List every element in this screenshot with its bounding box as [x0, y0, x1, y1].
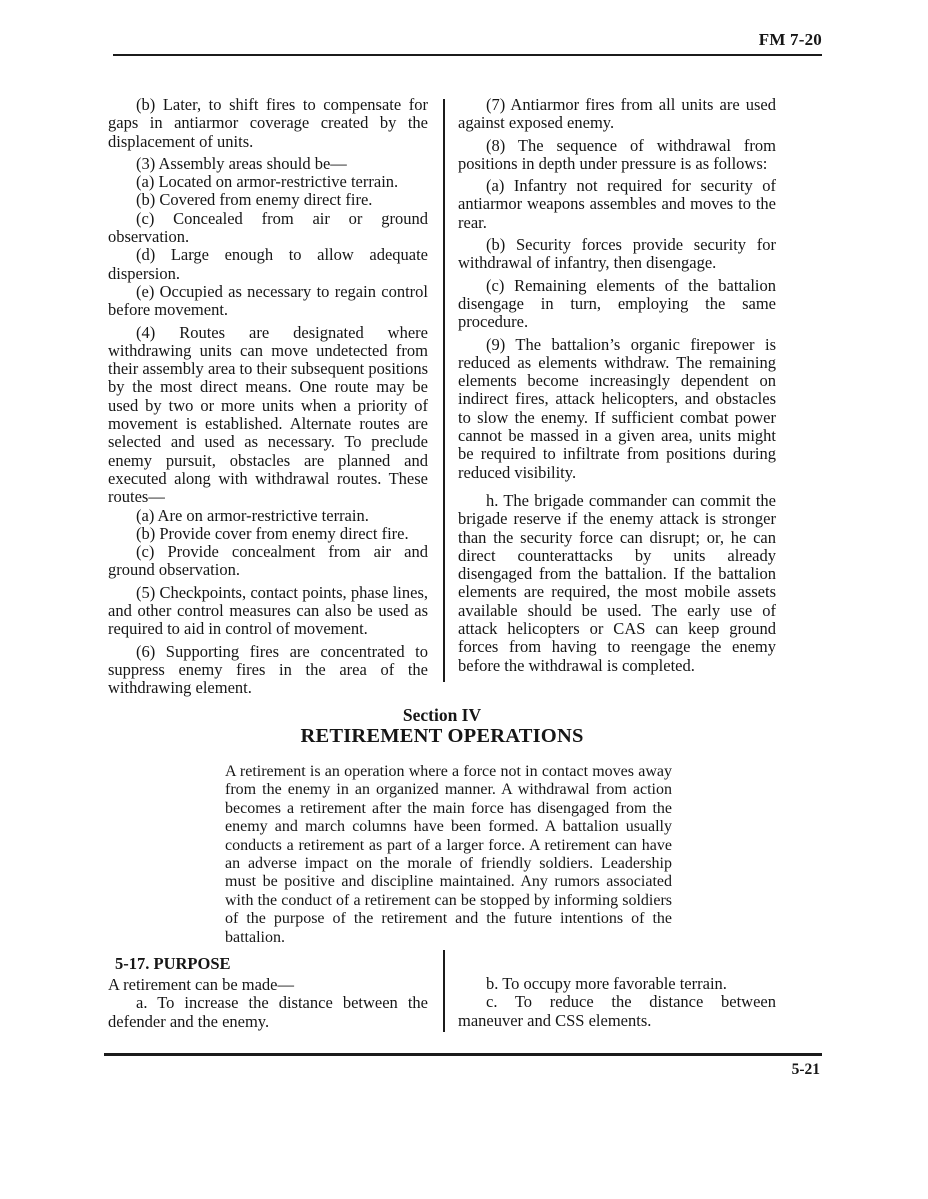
- right-column: [458, 96, 776, 698]
- body-paragraph: (b) Later, to shift fires to compensate for gaps in antiarmor coverage created by the displacement of units.: [108, 95, 428, 151]
- body-paragraph: (a) Located on armor-restrictive terrain.: [136, 172, 399, 192]
- two-column-body: [108, 96, 776, 698]
- purpose-heading: 5-17. PURPOSE: [115, 954, 231, 973]
- body-paragraph: (c) Concealed from air or ground observation.: [108, 208, 428, 247]
- section-kicker: Section IV: [402, 705, 482, 725]
- body-paragraph: (b) Provide cover from enemy direct fire.: [136, 523, 409, 543]
- body-paragraph: (5) Checkpoints, contact points, phase lines, and other control measures can also be used as required to aid in control of movement.: [108, 582, 428, 639]
- left-column: [108, 96, 428, 698]
- body-paragraph: (a) Are on armor-restrictive terrain.: [136, 505, 369, 525]
- footer-rule: [104, 1053, 822, 1056]
- body-paragraph: (6) Supporting fires are concentrated to suppress enemy fires in the area of the withdrawing element.: [108, 641, 428, 698]
- body-paragraph: (3) Assembly areas should be—: [136, 153, 347, 173]
- section-intro-paragraph: A retirement is an operation where a force not in contact moves away from the enemy in an organized manner. A withdrawal from action becomes a retirement after the main force has disengaged from the enemy and march columns have been formed. A battalion usually conducts a retirement as part of a larger force. A retirement can have an adverse impact on the morale of friendly soldiers. Leadership must be positive and discipline maintained. Any rumors associated with the conduct of a retirement can be stopped by informing soldiers of the purpose of the retirement and the future intentions of the battalion.: [225, 763, 672, 946]
- body-paragraph: b. To occupy more favorable terrain.: [486, 974, 727, 993]
- section-title: RETIREMENT OPERATIONS: [300, 725, 584, 747]
- header-rule: [113, 54, 822, 56]
- purpose-section: [108, 951, 776, 1031]
- body-paragraph: a. To increase the distance between the defender and the enemy.: [108, 993, 428, 1031]
- body-paragraph: (7) Antiarmor fires from all units are used against exposed enemy.: [458, 95, 776, 133]
- body-paragraph: h. The brigade commander can commit the brigade reserve if the enemy attack is stronger than the security force can disrupt; or, he can direct counterattacks by units already disengaged from the battalion. If the battalion elements are required, the most mobile assets available should be used. The early use of attack helicopters or CAS can keep ground forces from having to reengage the enemy before the withdrawal is completed.: [458, 490, 776, 675]
- body-paragraph: (a) Infantry not required for security of antiarmor weapons assembles and moves to the rear.: [458, 176, 776, 232]
- body-paragraph: (c) Remaining elements of the battalion disengage in turn, employing the same procedure.: [458, 275, 776, 332]
- document-id: FM 7-20: [758, 30, 822, 49]
- purpose-right-column: [458, 951, 776, 1031]
- body-paragraph: (b) Security forces provide security for withdrawal of infantry, then disengage.: [458, 235, 776, 273]
- page-number: 5-21: [791, 1061, 820, 1078]
- body-paragraph: c. To reduce the distance between maneuver and CSS elements.: [458, 992, 776, 1030]
- body-paragraph: (4) Routes are designated where withdrawing units can move undetected from their assembly area to their subsequent positions by the most direct means. One route may be used by two or more units when a priority of movement is established. Alternate routes are selected and used as necessary. To preclude enemy pursuit, obstacles are planned and executed along with withdrawal routes. These routes—: [108, 322, 428, 507]
- purpose-left-column: [108, 951, 428, 1031]
- body-paragraph: (c) Provide concealment from air and ground observation.: [108, 542, 428, 580]
- section-heading: [108, 705, 776, 747]
- body-paragraph: (b) Covered from enemy direct fire.: [136, 190, 373, 210]
- body-paragraph: (e) Occupied as necessary to regain control before movement.: [108, 281, 428, 320]
- body-paragraph: (8) The sequence of withdrawal from positions in depth under pressure is as follows:: [458, 135, 776, 173]
- body-paragraph: (9) The battalion’s organic firepower is reduced as elements withdraw. The remaining elements become increasingly dependent on indirect fires, attack helicopters, and obstacles to slow the enemy. If sufficient combat power cannot be massed in a given area, units might be required to infiltrate from positions during reduced visibility.: [458, 334, 776, 482]
- body-paragraph: A retirement can be made—: [108, 975, 295, 994]
- body-paragraph: (d) Large enough to allow adequate dispersion.: [108, 245, 428, 283]
